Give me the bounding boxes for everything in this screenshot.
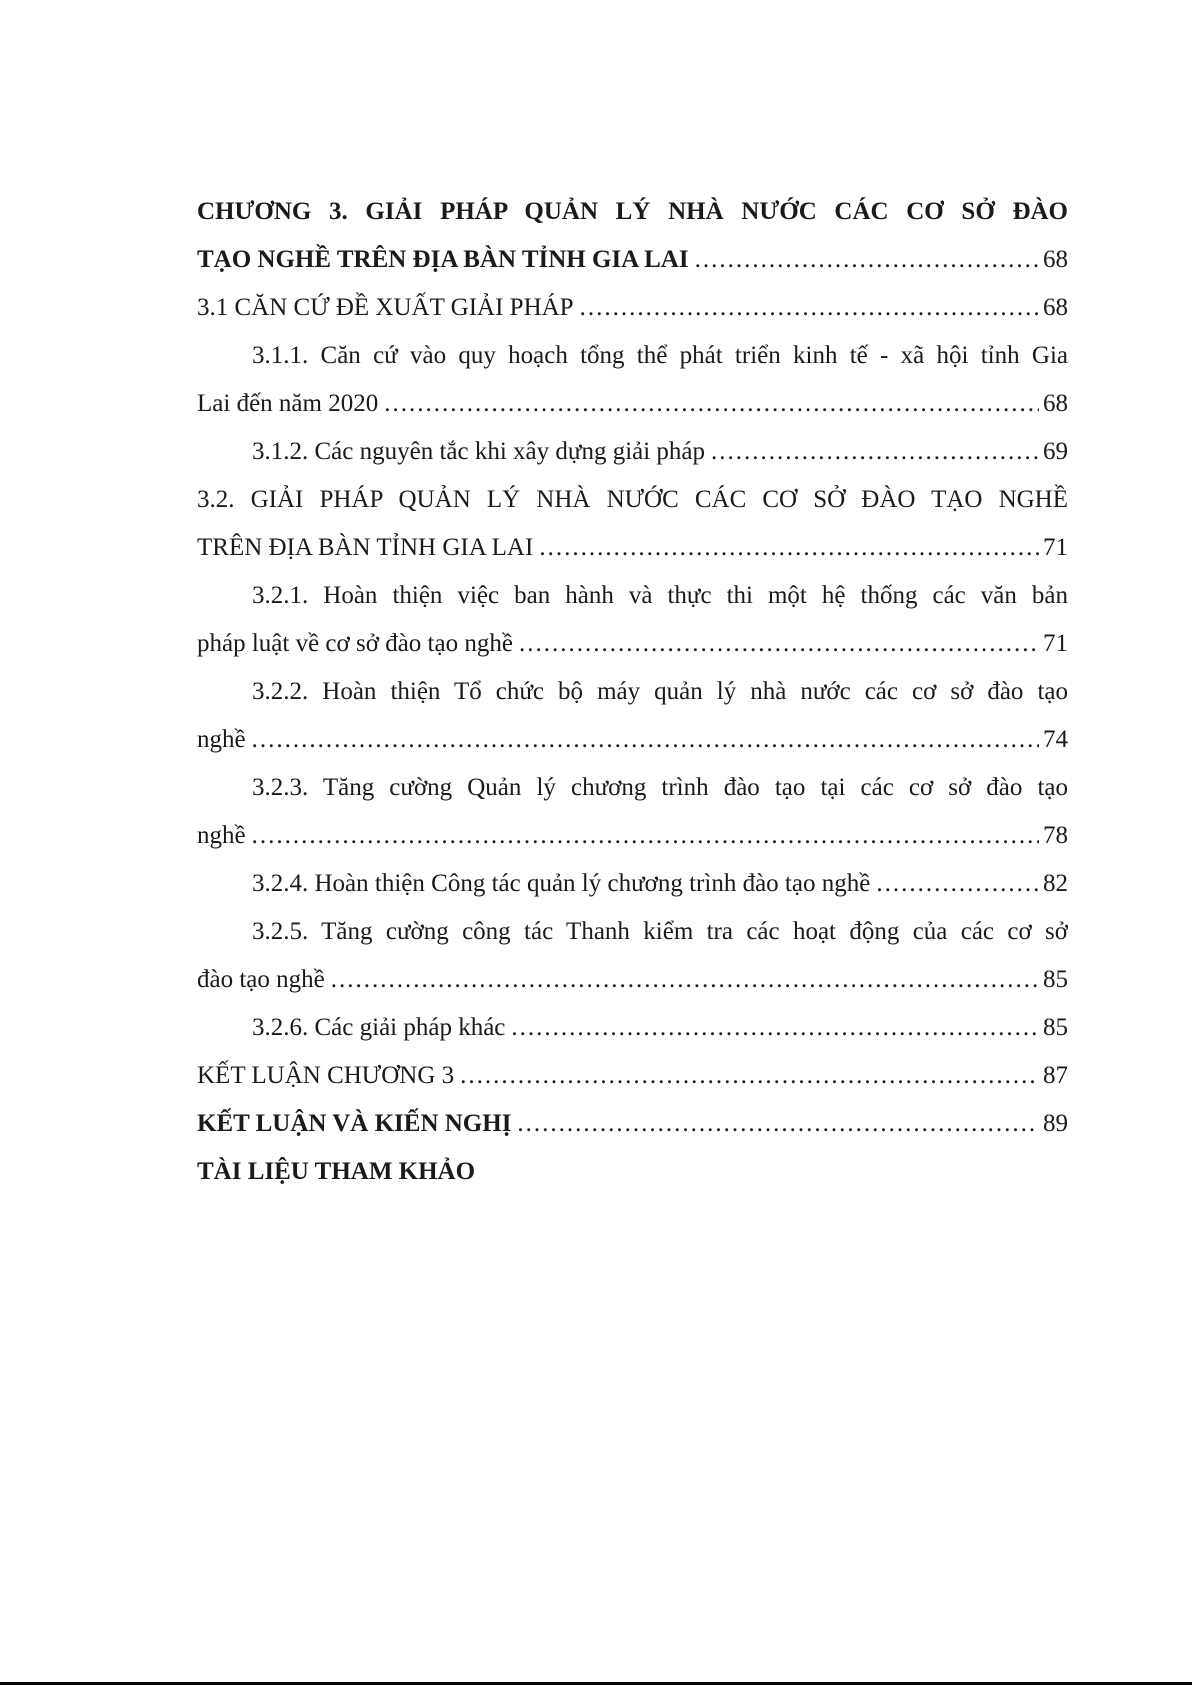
page-number: 69 xyxy=(1043,438,1068,465)
toc-entry-chapter-3[interactable] xyxy=(197,188,1068,284)
page-number: 78 xyxy=(1043,822,1068,849)
dot-leader xyxy=(460,1052,1039,1100)
toc-entry-3-1-2[interactable] xyxy=(197,428,1068,476)
toc-entry-text: Lai đến năm 2020 xyxy=(197,390,379,417)
dot-leader xyxy=(384,380,1039,428)
dot-leader xyxy=(519,620,1039,668)
page-number: 71 xyxy=(1043,630,1068,657)
toc-entry-references[interactable] xyxy=(197,1148,1068,1196)
page-number: 82 xyxy=(1043,870,1068,897)
page-number: 85 xyxy=(1043,966,1068,993)
toc-entry-text: 3.2.6. Các giải pháp khác xyxy=(252,1014,506,1041)
toc-entry-text: nghề xyxy=(197,726,246,753)
page-number: 71 xyxy=(1043,534,1068,561)
toc-entry-3-1[interactable] xyxy=(197,284,1068,332)
dot-leader xyxy=(331,956,1039,1004)
toc-entry-text: TÀI LIỆU THAM KHẢO xyxy=(197,1158,476,1185)
page-number: 74 xyxy=(1043,726,1068,753)
toc-entry-text: pháp luật về cơ sở đào tạo nghề xyxy=(197,630,513,657)
dot-leader xyxy=(539,524,1039,572)
dot-leader xyxy=(876,860,1039,908)
table-of-contents xyxy=(197,188,1068,1196)
toc-entry-3-2-4[interactable] xyxy=(197,860,1068,908)
toc-entry-text: 3.2.5. Tăng cường công tác Thanh kiểm tra các hoạt động của các cơ sở xyxy=(252,918,1068,945)
toc-entry-text: 3.1.1. Căn cứ vào quy hoạch tổng thể phát triển kinh tế - xã hội tỉnh Gia xyxy=(252,342,1068,369)
toc-entry-text: KẾT LUẬN VÀ KIẾN NGHỊ xyxy=(197,1110,512,1137)
dot-leader xyxy=(580,284,1039,332)
page-number: 68 xyxy=(1043,246,1068,273)
dot-leader xyxy=(711,428,1039,476)
toc-entry-text: 3.2.3. Tăng cường Quản lý chương trình đào tạo tại các cơ sở đào tạo xyxy=(252,774,1068,801)
toc-entry-text: 3.2.2. Hoàn thiện Tổ chức bộ máy quản lý nhà nước các cơ sở đào tạo xyxy=(252,678,1068,705)
toc-entry-conclusion-recommendations[interactable] xyxy=(197,1100,1068,1148)
dot-leader xyxy=(517,1100,1039,1148)
toc-entry-text: 3.2.1. Hoàn thiện việc ban hành và thực thi một hệ thống các văn bản xyxy=(252,582,1068,609)
toc-entry-3-2-5[interactable] xyxy=(197,908,1068,1004)
dot-leader xyxy=(511,1004,1039,1052)
toc-entry-3-1-1[interactable] xyxy=(197,332,1068,428)
toc-entry-text: 3.1.2. Các nguyên tắc khi xây dựng giải pháp xyxy=(252,438,706,465)
page-number: 68 xyxy=(1043,294,1068,321)
toc-entry-text: 3.1 CĂN CỨ ĐỀ XUẤT GIẢI PHÁP xyxy=(197,294,574,321)
toc-entry-text: 3.2.4. Hoàn thiện Công tác quản lý chương trình đào tạo nghề xyxy=(252,870,871,897)
page-number: 87 xyxy=(1043,1062,1068,1089)
page-number: 68 xyxy=(1043,390,1068,417)
toc-entry-3-2-1[interactable] xyxy=(197,572,1068,668)
page-number: 85 xyxy=(1043,1014,1068,1041)
toc-entry-text: nghề xyxy=(197,822,246,849)
toc-entry-chapter-3-conclusion[interactable] xyxy=(197,1052,1068,1100)
toc-entry-3-2-2[interactable] xyxy=(197,668,1068,764)
dot-leader xyxy=(252,716,1039,764)
toc-entry-text: TẠO NGHỀ TRÊN ĐỊA BÀN TỈNH GIA LAI xyxy=(197,246,689,273)
toc-entry-text: CHƯƠNG 3. GIẢI PHÁP QUẢN LÝ NHÀ NƯỚC CÁC CƠ SỞ ĐÀO xyxy=(197,198,1068,225)
page-number: 89 xyxy=(1043,1110,1068,1137)
toc-entry-text: đào tạo nghề xyxy=(197,966,325,993)
toc-entry-text: 3.2. GIẢI PHÁP QUẢN LÝ NHÀ NƯỚC CÁC CƠ SỞ ĐÀO TẠO NGHỀ xyxy=(197,486,1068,513)
toc-entry-text: KẾT LUẬN CHƯƠNG 3 xyxy=(197,1062,455,1089)
dot-leader xyxy=(695,236,1039,284)
toc-entry-text: TRÊN ĐỊA BÀN TỈNH GIA LAI xyxy=(197,534,534,561)
toc-entry-3-2[interactable] xyxy=(197,476,1068,572)
toc-entry-3-2-3[interactable] xyxy=(197,764,1068,860)
dot-leader xyxy=(252,812,1039,860)
toc-entry-3-2-6[interactable] xyxy=(197,1004,1068,1052)
